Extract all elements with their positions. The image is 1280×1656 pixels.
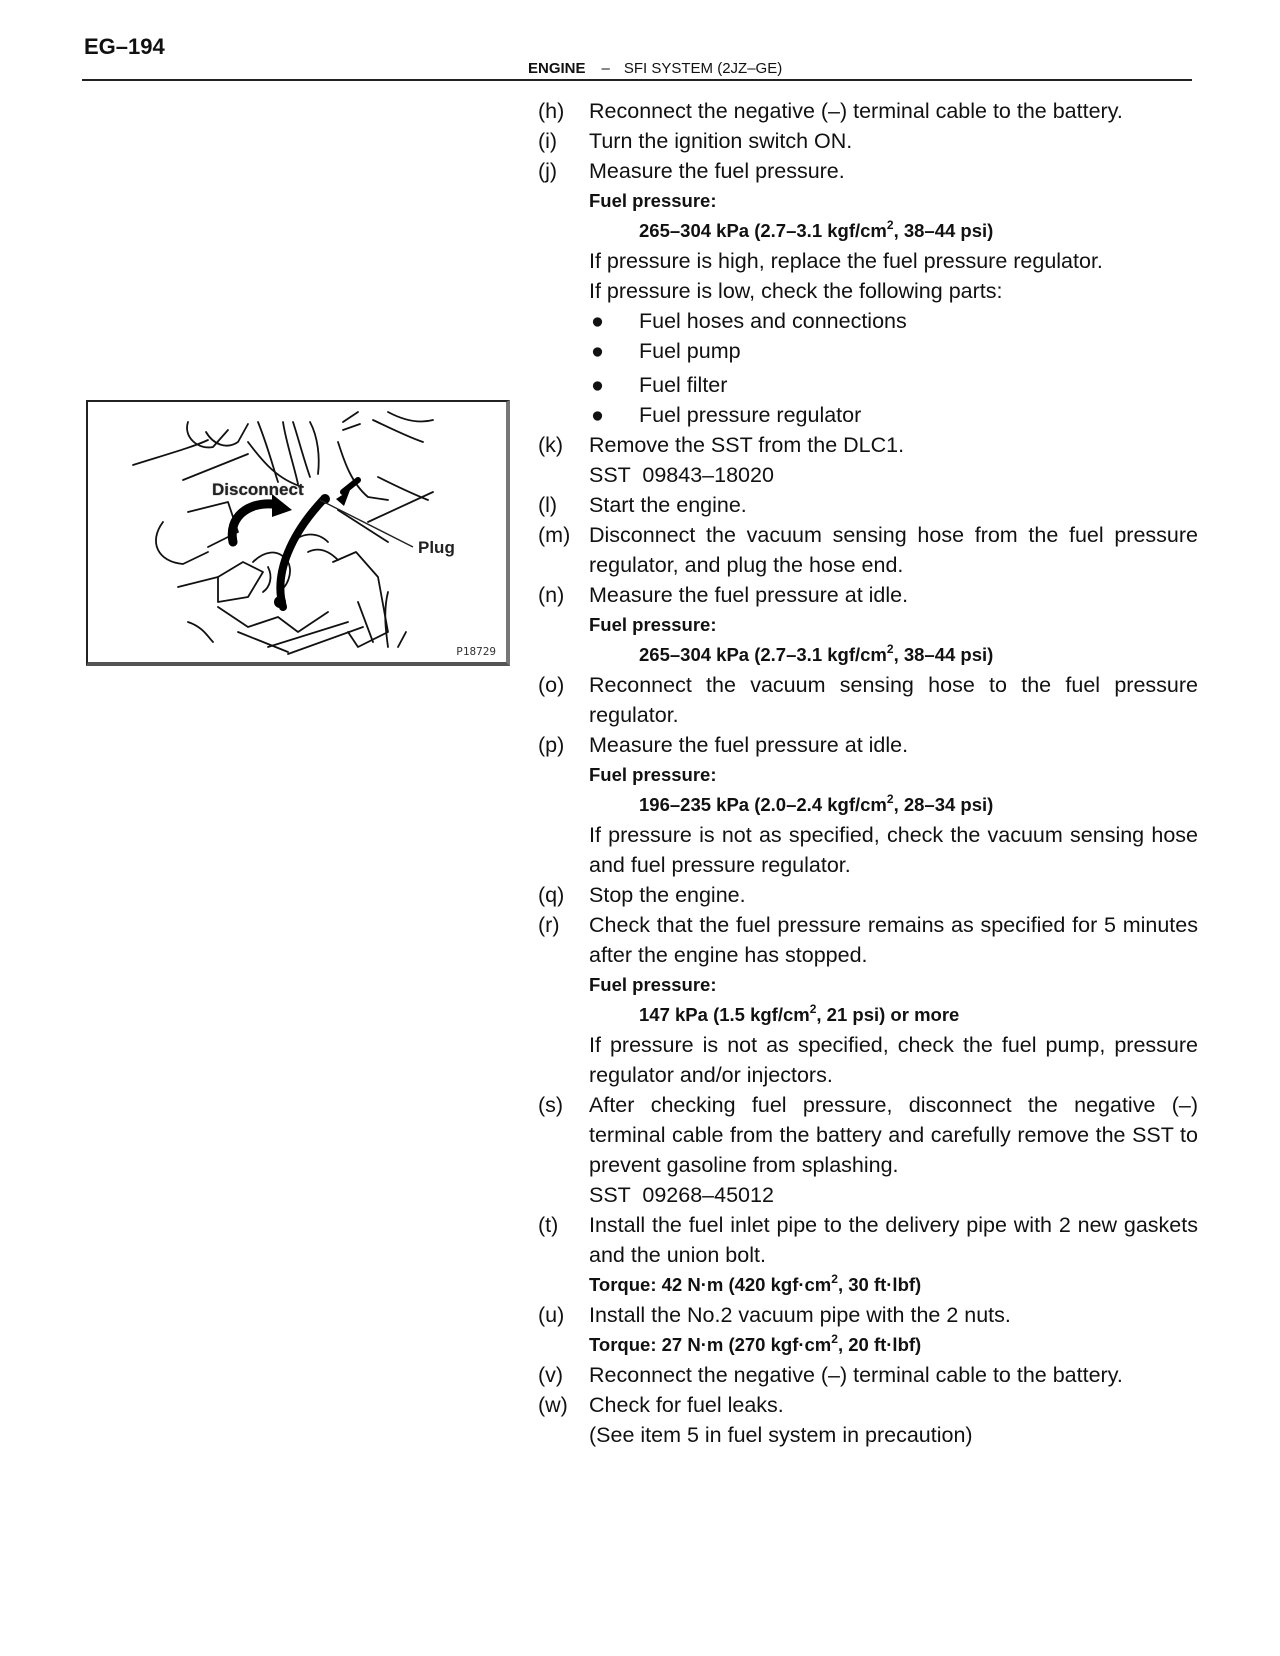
step-text: Start the engine. [589,493,747,517]
spec-superscript: 2 [886,792,894,806]
torque-value-rest: , 30 ft·lbf) [837,1274,922,1295]
step-text: Reconnect the vacuum sensing hose to the fuel pressure regulator. [589,673,1198,727]
spec-heading: Fuel pressure: [589,614,717,635]
step-q [538,880,1198,910]
step-text: Measure the fuel pressure at idle. [589,583,909,607]
step-text: Measure the fuel pressure. [589,159,845,183]
bullet-icon: ● [591,403,604,427]
spec-heading: Fuel pressure: [589,764,717,785]
torque-spec [589,1330,1198,1360]
bullet-text: Fuel pump [639,339,741,363]
bullet-item [589,336,1198,366]
step-label: (r) [538,913,560,937]
step-text: Install the fuel inlet pipe to the delivery pipe with 2 new gaskets and the union bolt. [589,1213,1198,1267]
step-text: Remove the SST from the DLC1. [589,433,905,457]
figure-code: P18729 [456,645,496,658]
torque-superscript: 2 [831,1332,838,1346]
section-title [528,60,782,77]
spec-value-rest: , 28–34 psi) [893,794,994,815]
step-note: (See item 5 in fuel system in precaution) [589,1423,973,1447]
bullet-text: Fuel pressure regulator [639,403,862,427]
torque-value-rest: , 20 ft·lbf) [837,1334,922,1355]
step-m [538,520,1198,580]
step-label: (j) [538,159,558,183]
procedure-steps [538,96,1198,1450]
bullet-text: Fuel filter [639,373,728,397]
spec-value-main: 265–304 kPa (2.7–3.1 kgf/cm [639,644,887,665]
step-j [538,156,1198,430]
bullet-item [589,370,1198,400]
step-u [538,1300,1198,1360]
spec-value [589,216,1198,246]
bullet-icon: ● [591,339,604,363]
step-o [538,670,1198,730]
step-label: (m) [538,523,571,547]
note-high: If pressure is high, replace the fuel pressure regulator. [589,249,1103,273]
step-text: After checking fuel pressure, disconnect the negative (–) terminal cable from the battery and carefully remove the SST to prevent gasoline from splashing. [589,1093,1198,1177]
torque-value-main: Torque: 27 N·m (270 kgf·cm [589,1334,832,1355]
torque-superscript: 2 [831,1272,838,1286]
step-label: (i) [538,129,558,153]
step-text: Check that the fuel pressure remains as specified for 5 minutes after the engine has stopped. [589,913,1198,967]
step-label: (p) [538,733,565,757]
step-w [538,1390,1198,1450]
spec-value [589,1000,1198,1030]
section-separator: – [601,60,610,77]
bullet-text: Fuel hoses and connections [639,309,907,333]
spec-value-rest: , 21 psi) or more [816,1004,960,1025]
engine-drawing [88,402,508,664]
step-label: (s) [538,1093,564,1117]
step-label: (n) [538,583,565,607]
spec-value-rest: , 38–44 psi) [893,644,994,665]
step-label: (q) [538,883,565,907]
step-label: (t) [538,1213,559,1237]
spec-value-main: 265–304 kPa (2.7–3.1 kgf/cm [639,220,887,241]
step-i [538,126,1198,156]
sst-number: SST 09268–45012 [589,1183,774,1207]
spec-heading: Fuel pressure: [589,190,717,211]
bullet-icon: ● [591,373,604,397]
sst-number: SST 09843–18020 [589,463,774,487]
step-label: (u) [538,1303,565,1327]
step-label: (l) [538,493,558,517]
step-text: Reconnect the negative (–) terminal cable to the battery. [589,1363,1123,1387]
step-text: Stop the engine. [589,883,746,907]
bullet-item [589,400,1198,430]
step-note: If pressure is not as specified, check the vacuum sensing hose and fuel pressure regulator. [589,823,1198,877]
bullet-icon: ● [591,309,604,333]
figure-label-disconnect: Disconnect [212,480,304,499]
step-text: Install the No.2 vacuum pipe with the 2 nuts. [589,1303,1011,1327]
step-label: (w) [538,1393,568,1417]
spec-superscript: 2 [886,642,894,656]
step-text: Disconnect the vacuum sensing hose from the fuel pressure regulator, and plug the hose end. [589,523,1198,577]
step-label: (v) [538,1363,564,1387]
spec-value-main: 196–235 kPa (2.0–2.4 kgf/cm [639,794,887,815]
step-k [538,430,1198,490]
spec-value [589,640,1198,670]
step-v [538,1360,1198,1390]
step-n [538,580,1198,670]
step-p [538,730,1198,880]
step-label: (h) [538,99,565,123]
section-name: ENGINE [528,60,586,77]
step-l [538,490,1198,520]
spec-value-rest: , 38–44 psi) [893,220,994,241]
step-text: Reconnect the negative (–) terminal cable to the battery. [589,99,1123,123]
bullet-item [589,306,1198,336]
page-number: EG–194 [84,34,165,59]
torque-value-main: Torque: 42 N·m (420 kgf·cm [589,1274,832,1295]
spec-value-main: 147 kPa (1.5 kgf/cm [639,1004,810,1025]
step-h [538,96,1198,126]
engine-illustration [86,400,510,666]
spec-heading: Fuel pressure: [589,974,717,995]
figure-label-plug: Plug [418,538,455,557]
step-note: If pressure is not as specified, check the fuel pump, pressure regulator and/or injectors. [589,1033,1198,1087]
subsection-name: SFI SYSTEM (2JZ–GE) [623,60,783,77]
step-r [538,910,1198,1090]
header-rule [82,79,1192,81]
step-t [538,1210,1198,1300]
step-text: Check for fuel leaks. [589,1393,784,1417]
spec-superscript: 2 [809,1002,817,1016]
spec-value [589,790,1198,820]
step-text: Measure the fuel pressure at idle. [589,733,909,757]
step-label: (k) [538,433,564,457]
note-low: If pressure is low, check the following parts: [589,279,1003,303]
torque-spec [589,1270,1198,1300]
step-s [538,1090,1198,1210]
spec-superscript: 2 [886,218,894,232]
step-label: (o) [538,673,565,697]
step-text: Turn the ignition switch ON. [589,129,853,153]
